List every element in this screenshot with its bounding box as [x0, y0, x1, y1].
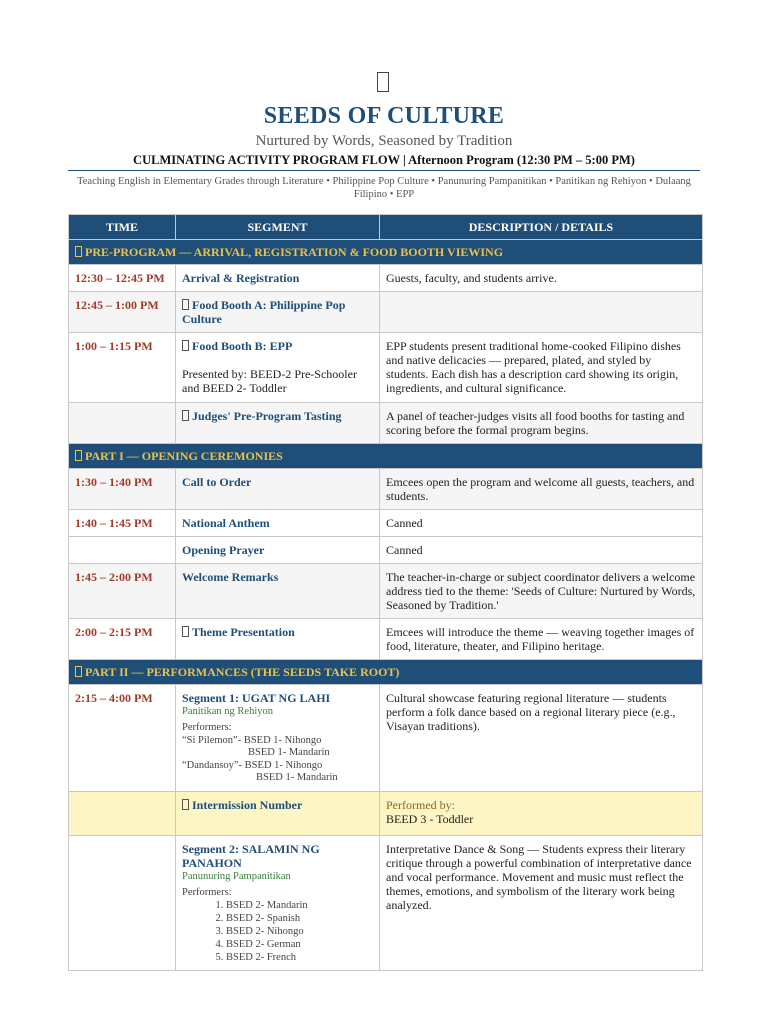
missing-glyph-icon: [75, 450, 82, 461]
list-item: 5. BSED 2- French: [226, 951, 373, 964]
segment-cell: Food Booth B: EPP Presented by: BEED-2 Pre-Schooler and BEED 2- Toddler: [176, 333, 380, 403]
description-cell: Emcees will introduce the theme — weaving together images of food, literature, theater, and Filipino heritage.: [380, 619, 703, 660]
section-row-part-1: [69, 444, 703, 469]
time-cell: 12:30 – 12:45 PM: [69, 265, 176, 292]
description-cell: [380, 292, 703, 333]
missing-glyph-icon: [377, 72, 389, 92]
segment-cell: Call to Order: [176, 469, 380, 510]
missing-glyph-icon: [75, 666, 82, 677]
list-item: 1. BSED 2- Mandarin: [226, 899, 373, 912]
list-item: 4. BSED 2- German: [226, 938, 373, 951]
description-cell: Canned: [380, 510, 703, 537]
program-table: [68, 214, 703, 971]
segment-cell: [176, 835, 380, 971]
table-row: [69, 469, 703, 510]
section-row-part-2: [69, 660, 703, 685]
table-row: [69, 835, 703, 971]
performers-list: [182, 899, 373, 964]
segment-cell: Food Booth A: Philippine Pop Culture: [176, 292, 380, 333]
segment-subtitle: Panitikan ng Rehiyon: [182, 706, 273, 717]
time-cell: 1:30 – 1:40 PM: [69, 469, 176, 510]
time-cell: 1:00 – 1:15 PM: [69, 333, 176, 403]
time-cell: 2:00 – 2:15 PM: [69, 619, 176, 660]
table-row: [69, 292, 703, 333]
time-cell: 1:40 – 1:45 PM: [69, 510, 176, 537]
segment-title: Segment 2: SALAMIN NG PANAHON: [182, 841, 320, 870]
page-subtitle: Nurtured by Words, Seasoned by Tradition: [255, 133, 513, 149]
segment-cell: Welcome Remarks: [176, 564, 380, 619]
time-cell: [69, 403, 176, 444]
segment-cell: National Anthem: [176, 510, 380, 537]
time-cell: 2:15 – 4:00 PM: [69, 685, 176, 792]
header-time: TIME: [69, 215, 176, 240]
time-cell: [69, 835, 176, 971]
performer-line: BSED 1- Mandarin: [256, 772, 338, 783]
table-row: [69, 265, 703, 292]
section-title: PART I — OPENING CEREMONIES: [85, 449, 283, 463]
table-row: [69, 619, 703, 660]
section-title: PRE-PROGRAM — ARRIVAL, REGISTRATION & FOOD BOOTH VIEWING: [85, 245, 504, 259]
performer-line: BSED 1- Mandarin: [248, 747, 330, 758]
description-cell: Cultural showcase featuring regional literature — students perform a folk dance based on a regional literary piece (e.g., Visayan traditions).: [380, 685, 703, 792]
description-cell: Guests, faculty, and students arrive.: [380, 265, 703, 292]
performer-line: “Dandansoy”- BSED 1- Nihongo: [182, 759, 323, 771]
time-cell: 1:45 – 2:00 PM: [69, 564, 176, 619]
table-row: [69, 564, 703, 619]
section-title: PART II — PERFORMANCES (THE SEEDS TAKE ROOT): [85, 665, 400, 679]
table-row: [69, 685, 703, 792]
missing-glyph-icon: [182, 799, 189, 810]
list-item: 3. BSED 2- Nihongo: [226, 925, 373, 938]
performed-by-label: Performed by:: [386, 797, 455, 812]
table-header-row: [69, 215, 703, 240]
time-cell: [69, 537, 176, 564]
time-cell: [69, 791, 176, 835]
missing-glyph-icon: [182, 410, 189, 421]
section-row-pre-program: [69, 240, 703, 265]
segment-cell: Judges' Pre-Program Tasting: [176, 403, 380, 444]
subject-tags: Teaching English in Elementary Grades through Literature • Philippine Pop Culture • Panunuring Pampanitikan • Panitikan ng Rehiyon • Dulaang Filipino • EPP: [77, 176, 691, 200]
header-segment: SEGMENT: [176, 215, 380, 240]
segment-title: Segment 1: UGAT NG LAHI: [182, 691, 331, 705]
description-cell: [380, 791, 703, 835]
presented-by: Presented by: BEED-2 Pre-Schooler and BEED 2- Toddler: [182, 367, 357, 395]
description-cell: EPP students present traditional home-cooked Filipino dishes and native delicacies — prepared, plated, and styled by students. Each dish has a description card showing its origin, ingredients, and cultural significance.: [380, 333, 703, 403]
missing-glyph-icon: [75, 246, 82, 257]
page-title: SEEDS OF CULTURE: [263, 103, 505, 129]
table-row: [69, 333, 703, 403]
divider: [68, 170, 700, 171]
performer: BEED 3 - Toddler: [386, 811, 474, 826]
table-row: [69, 510, 703, 537]
segment-subtitle: Panunuring Pampanitikan: [182, 870, 291, 882]
performers-label: Performers:: [182, 722, 232, 733]
segment-cell: Opening Prayer: [176, 537, 380, 564]
missing-glyph-icon: [182, 626, 189, 637]
table-row: [69, 791, 703, 835]
list-item: 2. BSED 2- Spanish: [226, 912, 373, 925]
segment-cell: [176, 685, 380, 792]
header-description: DESCRIPTION / DETAILS: [380, 215, 703, 240]
description-cell: The teacher-in-charge or subject coordinator delivers a welcome address tied to the theme: 'Seeds of Culture: Nurtured by Words, Seasoned by Tradition.': [380, 564, 703, 619]
segment-cell: Intermission Number: [176, 791, 380, 835]
table-row: [69, 537, 703, 564]
table-row: [69, 403, 703, 444]
segment-cell: Arrival & Registration: [176, 265, 380, 292]
performer-line: “Si Pilemon”- BSED 1- Nihongo: [182, 734, 322, 746]
description-cell: Emcees open the program and welcome all guests, teachers, and students.: [380, 469, 703, 510]
description-cell: Canned: [380, 537, 703, 564]
missing-glyph-icon: [182, 340, 189, 351]
missing-glyph-icon: [182, 299, 189, 310]
description-cell: Interpretative Dance & Song — Students express their literary critique through a powerful combination of interpretative dance and vocal performance. Movement and music must reflect the themes, emotions, and symbolism of the literary work being analyzed.: [380, 835, 703, 971]
program-flow-heading: CULMINATING ACTIVITY PROGRAM FLOW | Afternoon Program (12:30 PM – 5:00 PM): [133, 153, 635, 167]
performers-label: Performers:: [182, 886, 232, 898]
description-cell: A panel of teacher-judges visits all food booths for tasting and scoring before the formal program begins.: [380, 403, 703, 444]
time-cell: 12:45 – 1:00 PM: [69, 292, 176, 333]
segment-cell: Theme Presentation: [176, 619, 380, 660]
